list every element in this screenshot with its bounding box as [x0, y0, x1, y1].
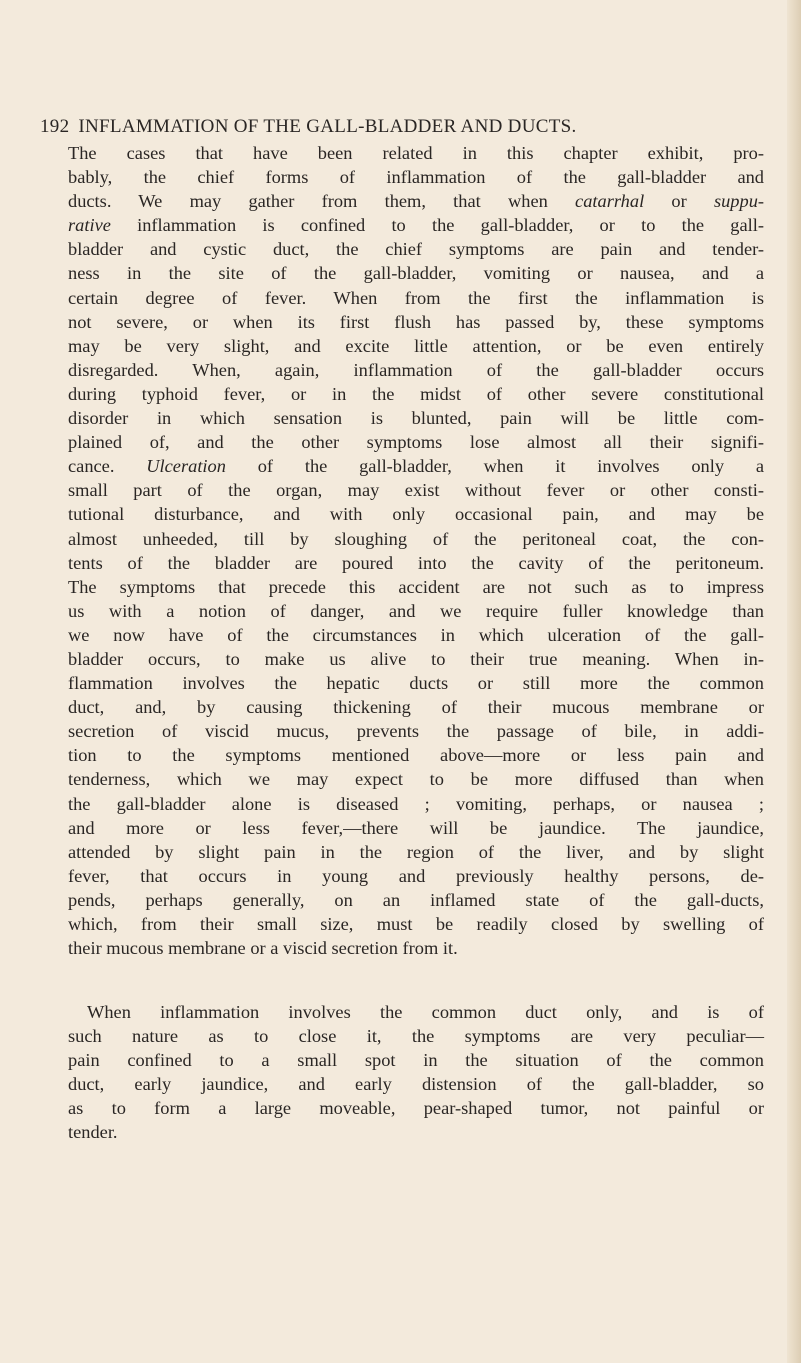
text-run: ducts. We may gather from them, that when — [68, 191, 576, 212]
text-line: not severe, or when its first flush has passed by, these symptoms — [68, 311, 764, 332]
text-run: or — [644, 191, 714, 212]
italic-term: catarrhal — [575, 191, 645, 212]
text-line: tutional disturbance, and with only occasional pain, and may be — [68, 504, 764, 525]
text-line: disregarded. When, again, inflammation of the gall-bladder occurs — [68, 359, 764, 380]
text-line: disorder in which sensation is blunted, pain will be little com- — [68, 408, 764, 429]
italic-term: suppu- — [713, 191, 765, 212]
page-number: 192 — [40, 116, 70, 137]
text-line: which, from their small size, must be readily closed by swelling of — [68, 914, 764, 934]
text-line: tender. — [68, 1122, 118, 1143]
text-line — [68, 189, 764, 213]
text-line: ness in the site of the gall-bladder, vomiting or nausea, and a — [68, 263, 764, 284]
text-line: may be very slight, and excite little attention, or be even entirely — [68, 335, 764, 356]
text-run: inflammation is confined to the gall-bladder, or to the gall- — [110, 215, 764, 236]
text-line: duct, early jaundice, and early distension of the gall-bladder, so — [68, 1074, 764, 1095]
running-title: INFLAMMATION OF THE GALL-BLADDER AND DUCTS. — [78, 116, 577, 137]
text-line: pends, perhaps generally, on an inflamed state of the gall-ducts, — [68, 889, 764, 910]
text-run: cance. — [68, 456, 147, 477]
text-line — [68, 454, 764, 478]
text-line: we now have of the circumstances in which ulceration of the gall- — [68, 624, 764, 645]
text-line: small part of the organ, may exist without fever or other consti- — [68, 480, 764, 501]
page-edge — [787, 0, 801, 1363]
text-line: The cases that have been related in this chapter exhibit, pro- — [68, 143, 764, 163]
text-line: tents of the bladder are poured into the cavity of the peritoneum. — [68, 552, 764, 573]
text-line: and more or less fever,—there will be jaundice. The jaundice, — [68, 817, 764, 838]
italic-term: rative — [68, 215, 111, 236]
running-header — [40, 116, 760, 138]
text-line: as to form a large moveable, pear-shaped tumor, not painful or — [68, 1098, 764, 1119]
text-line: pain confined to a small spot in the situation of the common — [68, 1050, 764, 1071]
text-line: duct, and, by causing thickening of their mucous membrane or — [68, 697, 764, 718]
text-line — [68, 213, 764, 237]
text-line: flammation involves the hepatic ducts or still more the common — [68, 673, 764, 694]
text-line: bladder occurs, to make us alive to their true meaning. When in- — [68, 648, 764, 669]
text-line: plained of, and the other symptoms lose almost all their signifi- — [68, 432, 764, 453]
text-line: tenderness, which we may expect to be more diffused than when — [68, 769, 764, 790]
text-line: The symptoms that precede this accident are not such as to impress — [68, 576, 764, 597]
text-line: such nature as to close it, the symptoms are very peculiar— — [68, 1026, 764, 1047]
text-line: almost unheeded, till by sloughing of the peritoneal coat, the con- — [68, 528, 764, 549]
text-line: bably, the chief forms of inflammation of the gall-bladder and — [68, 167, 764, 188]
text-line: When inflammation involves the common duct only, and is of — [87, 1002, 764, 1022]
text-line: their mucous membrane or a viscid secretion from it. — [68, 938, 458, 959]
text-line: certain degree of fever. When from the first the inflammation is — [68, 287, 764, 308]
text-line: fever, that occurs in young and previously healthy persons, de- — [68, 865, 764, 886]
text-line: secretion of viscid mucus, prevents the passage of bile, in addi- — [68, 721, 764, 742]
paragraph-1 — [68, 141, 764, 960]
text-line: attended by slight pain in the region of the liver, and by slight — [68, 841, 764, 862]
text-line: during typhoid fever, or in the midst of other severe constitutional — [68, 383, 764, 404]
text-line: us with a notion of danger, and we require fuller knowledge than — [68, 600, 764, 621]
text-line: tion to the symptoms mentioned above—more or less pain and — [68, 745, 764, 766]
paragraph-2 — [68, 1000, 764, 1145]
italic-term: Ulceration — [146, 456, 226, 477]
text-line: the gall-bladder alone is diseased ; vomiting, perhaps, or nausea ; — [68, 793, 764, 814]
text-line: bladder and cystic duct, the chief symptoms are pain and tender- — [68, 239, 764, 260]
text-run: of the gall-bladder, when it involves only a — [225, 456, 764, 477]
